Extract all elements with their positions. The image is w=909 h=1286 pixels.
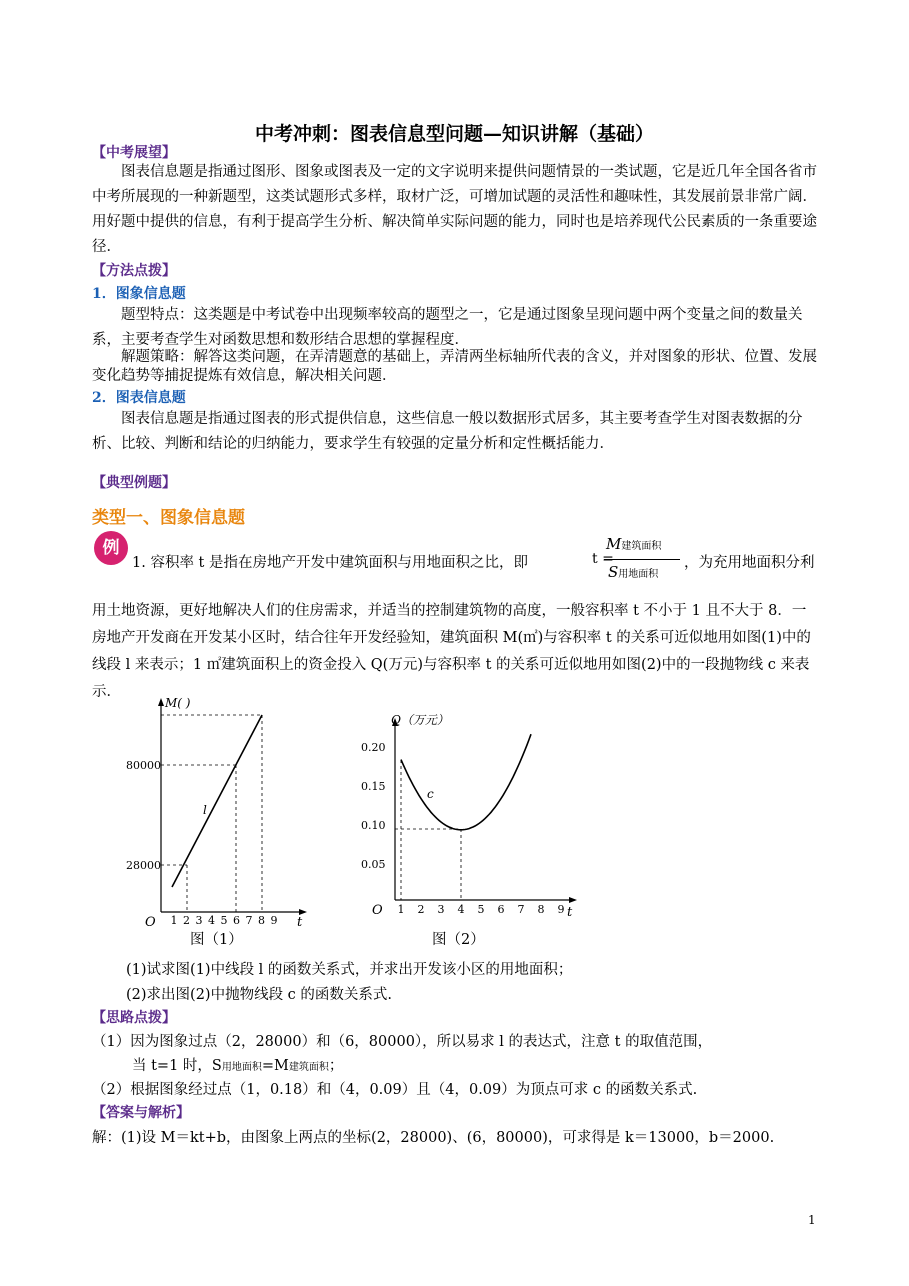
fig2-origin: O (372, 903, 383, 918)
fig1-y-label: M( ) (165, 696, 191, 710)
fig1-y-arrow-icon (158, 698, 164, 706)
fig2-ytick-005: 0.05 (361, 858, 386, 871)
example1-body: 用土地资源，更好地解决人们的住房需求，并适当的控制建筑物的高度，一般容积率 t 不小于 1 且不大于 8．一房地产开发商在开发某小区时，结合往年开发经验知，建筑面积 M(㎡)与容积率 t 的关系可近似地用如图(1)中的线段 l 来表示；1 ㎡建筑面积上的资金投入 Q(万元)与容积率 t 的关系可近似地用如图(2)中的一段抛物线 c 来表示． (92, 603, 811, 700)
fig2-curve-label: c (427, 787, 434, 801)
formula-denominator: S用地面积 (608, 563, 659, 581)
figure2-parabola-chart (355, 700, 585, 930)
section-heading-examples: 【典型例题】 (92, 475, 176, 491)
method-item1-title: 1．图象信息题 (92, 286, 186, 302)
fig2-xtick-6: 6 (497, 903, 505, 916)
fig1-xtick-9: 9 (270, 914, 278, 927)
fig1-xtick-4: 4 (208, 914, 215, 927)
fig2-xtick-7: 7 (517, 903, 525, 916)
fig1-xtick-8: 8 (258, 914, 265, 927)
hint-2: （2）根据图象经过点（1，0.18）和（4，0.09）且（4，0.09）为顶点可求 c 的函数关系式. (92, 1082, 698, 1098)
method-item1-p1: 题型特点：这类题是中考试卷中出现频率较高的题型之一，它是通过图象呈现问题中两个变量之间的数量关系，主要考查学生对函数思想和数形结合思想的掌握程度． (92, 307, 803, 348)
fig2-xtick-2: 2 (417, 903, 425, 916)
fig1-x-label: t (297, 915, 303, 930)
fig1-xtick-1: 1 (170, 914, 178, 927)
page-number: 1 (808, 1213, 816, 1227)
section-heading-method: 【方法点拨】 (92, 263, 176, 279)
page-title: 中考冲刺：图表信息型问题—知识讲解（基础） (254, 123, 654, 145)
method-item1-p2: 解题策略：解答这类问题，在弄清题意的基础上，弄清两坐标轴所代表的含义，并对图象的形状、位置、发展变化趋势等捕捉提炼有效信息，解决相关问题． (92, 349, 817, 384)
fig2-xtick-9: 9 (557, 903, 565, 916)
type1-heading: 类型一、图象信息题 (92, 508, 245, 528)
section-heading-answer: 【答案与解析】 (92, 1105, 190, 1121)
outlook-paragraph: 图表信息题是指通过图形、图象或图表及一定的文字说明来提供问题情景的一类试题，它是近几年全国各省市中考所展现的一种新题型，这类试题形式多样，取材广泛，可增加试题的灵活性和趣味性，其发展前景非常广阔．用好题中提供的信息，有利于提高学生分析、解决简单实际问题的能力，同时也是培养现代公民素质的一条重要途径． (92, 164, 817, 255)
fig1-xtick-6: 6 (233, 914, 240, 927)
hint-1b: 当 t=1 时，S用地面积=M建筑面积； (132, 1058, 344, 1074)
fig2-x-label: t (567, 905, 573, 920)
fig2-ytick-015: 0.15 (361, 780, 386, 793)
fig1-xtick-2: 2 (183, 914, 190, 927)
method-item2-title: 2．图表信息题 (92, 390, 186, 406)
example-badge: 例 (94, 531, 128, 565)
section-heading-hint: 【思路点拨】 (92, 1010, 176, 1026)
method-item2-p1: 图表信息题是指通过图表的形式提供信息，这些信息一般以数据形式居多，其主要考查学生对图表数据的分析、比较、判断和结论的归纳能力，要求学生有较强的定量分析和定性概括能力． (92, 411, 803, 452)
fig2-ytick-010: 0.10 (361, 819, 386, 832)
fig1-origin: O (145, 915, 156, 930)
fig2-xtick-5: 5 (477, 903, 485, 916)
example1-intro: 1. 容积率 t 是指在房地产开发中建筑面积与用地面积之比，即 (132, 555, 528, 571)
fig2-xtick-3: 3 (437, 903, 445, 916)
figure2-caption: 图（2） (432, 932, 485, 948)
fig1-ytick-28000: 28000 (126, 859, 161, 872)
fig1-xtick-7: 7 (245, 914, 253, 927)
formula-lhs: t = (592, 551, 614, 567)
formula-fraction-bar (604, 559, 680, 560)
fig2-ytick-020: 0.20 (361, 741, 386, 754)
figure1-caption: 图（1） (190, 932, 243, 948)
fig1-segment-l (172, 715, 262, 887)
fig1-line-label: l (203, 803, 207, 817)
fig1-xtick-5: 5 (220, 914, 228, 927)
hint-1: （1）因为图象过点（2，28000）和（6，80000），所以易求 l 的表达式，注意 t 的取值范围， (92, 1034, 713, 1050)
section-heading-outlook: 【中考展望】 (92, 145, 176, 161)
question-1: (1)试求图(1)中线段 l 的函数关系式，并求出开发该小区的用地面积； (126, 962, 573, 978)
fig2-xtick-4: 4 (457, 903, 465, 916)
fig2-xtick-1: 1 (397, 903, 405, 916)
fig2-y-label: Q（万元） (391, 713, 449, 727)
example1-intro-cont: ，为充用地面积分利 (684, 555, 815, 571)
formula-numerator: M建筑面积 (606, 535, 662, 553)
question-2: (2)求出图(2)中抛物线段 c 的函数关系式. (126, 987, 393, 1003)
fig2-x-arrow-icon (569, 897, 577, 903)
figure1-line-chart (125, 690, 315, 950)
fig2-xtick-8: 8 (537, 903, 545, 916)
answer-1: 解：(1)设 M＝kt+b，由图象上两点的坐标(2，28000)、(6，80000)，可求得是 k＝13000，b＝2000. (92, 1130, 775, 1146)
fig1-ytick-80000: 80000 (126, 759, 161, 772)
fig2-parabola-c (401, 734, 531, 830)
fig1-xtick-3: 3 (195, 914, 203, 927)
